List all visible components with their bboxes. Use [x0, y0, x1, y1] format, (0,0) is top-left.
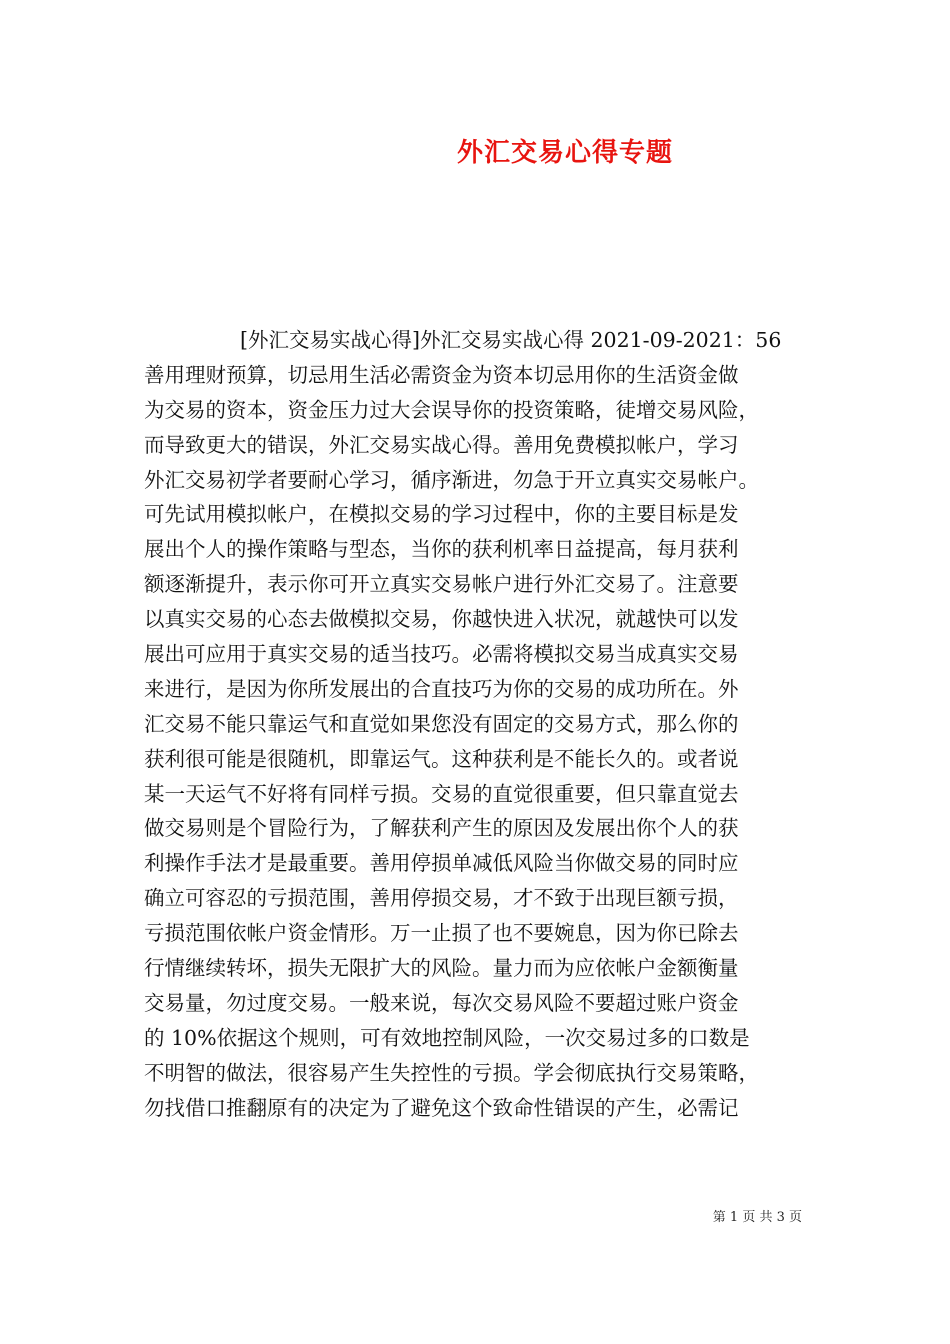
body-line: 交易量，勿过度交易。一般来说，每次交易风险不要超过账户资金	[144, 990, 739, 1015]
body-line: 为交易的资本，资金压力过大会误导你的投资策略，徒增交易风险，	[144, 397, 759, 422]
document-title: 外汇交易心得专题	[456, 138, 673, 168]
body-line: 外汇交易初学者要耐心学习，循序渐进，勿急于开立真实交易帐户。	[144, 467, 759, 492]
body-line: 获利很可能是很随机，即靠运气。这种获利是不能长久的。或者说	[144, 746, 739, 771]
body-line: 可先试用模拟帐户，在模拟交易的学习过程中，你的主要目标是发	[144, 502, 739, 527]
body-line: 行情继续转坏，损失无限扩大的风险。量力而为应依帐户金额衡量	[144, 956, 739, 981]
body-line: 展出个人的操作策略与型态，当你的获利机率日益提高，每月获利	[144, 537, 739, 562]
body-line: 来进行，是因为你所发展出的合直技巧为你的交易的成功所在。外	[144, 676, 739, 701]
body-line: 展出可应用于真实交易的适当技巧。必需将模拟交易当成真实交易	[144, 642, 739, 667]
body-line: 以真实交易的心态去做模拟交易，你越快进入状况，就越快可以发	[144, 607, 739, 632]
body-line: [外汇交易实战心得]外汇交易实战心得 2021-09-2021：56	[240, 328, 782, 352]
body-line: 不明智的做法，很容易产生失控性的亏损。学会彻底执行交易策略，	[144, 1060, 759, 1085]
document-body	[144, 323, 810, 1125]
body-line: 某一天运气不好将有同样亏损。交易的直觉很重要，但只靠直觉去	[144, 781, 739, 806]
body-line: 利操作手法才是最重要。善用停损单减低风险当你做交易的同时应	[144, 851, 739, 876]
body-line: 做交易则是个冒险行为，了解获利产生的原因及发展出你个人的获	[144, 816, 739, 841]
body-line: 确立可容忍的亏损范围，善用停损交易，才不致于出现巨额亏损，	[144, 886, 739, 911]
body-line: 的 10%依据这个规则，可有效地控制风险，一次交易过多的口数是	[144, 1025, 750, 1050]
body-line: 善用理财预算，切忌用生活必需资金为资本切忌用你的生活资金做	[144, 362, 739, 387]
body-line: 额逐渐提升，表示你可开立真实交易帐户进行外汇交易了。注意要	[144, 572, 739, 597]
body-line: 亏损范围依帐户资金情形。万一止损了也不要婉息，因为你已除去	[144, 921, 739, 946]
body-line: 汇交易不能只靠运气和直觉如果您没有固定的交易方式，那么你的	[144, 711, 739, 736]
page-number-footer: 第 1 页 共 3 页	[712, 1210, 802, 1225]
body-line: 勿找借口推翻原有的决定为了避免这个致命性错误的产生，必需记	[144, 1095, 739, 1120]
body-line: 而导致更大的错误，外汇交易实战心得。善用免费模拟帐户，学习	[144, 432, 739, 457]
